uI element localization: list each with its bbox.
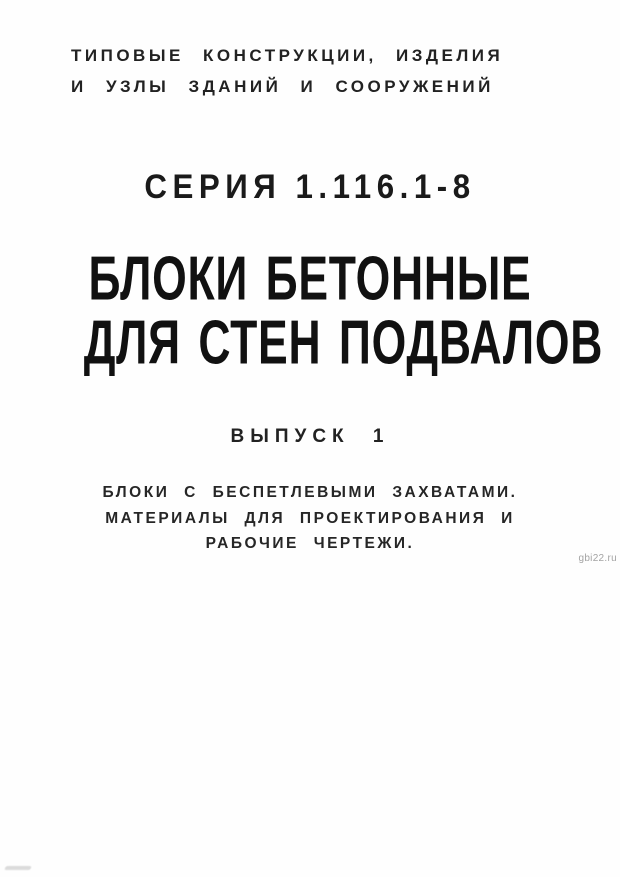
series-number: СЕРИЯ 1.116.1-8 [144, 167, 476, 207]
main-title-line-1: БЛОКИ БЕТОННЫЕ [88, 243, 532, 313]
main-title [0, 243, 620, 377]
main-title-line-2: ДЛЯ СТЕН ПОДВАЛОВ [83, 307, 604, 377]
header-line-2: И УЗЛЫ ЗДАНИЙ И СООРУЖЕНИЙ [71, 77, 494, 96]
subtitle-line-1: БЛОКИ С БЕСПЕТЛЕВЫМИ ЗАХВАТАМИ. [102, 484, 518, 501]
document-header [71, 40, 580, 102]
subtitle [0, 480, 620, 557]
subtitle-line-2: МАТЕРИАЛЫ ДЛЯ ПРОЕКТИРОВАНИЯ И [105, 509, 515, 527]
issue-label: ВЫПУСК 1 [230, 426, 390, 447]
scan-artifact-smudge [4, 866, 31, 870]
header-line-1: ТИПОВЫЕ КОНСТРУКЦИИ, ИЗДЕЛИЯ [71, 46, 504, 65]
watermark-sitename: gbi22.ru [578, 553, 617, 564]
subtitle-line-3: РАБОЧИЕ ЧЕРТЕЖИ. [205, 535, 415, 552]
